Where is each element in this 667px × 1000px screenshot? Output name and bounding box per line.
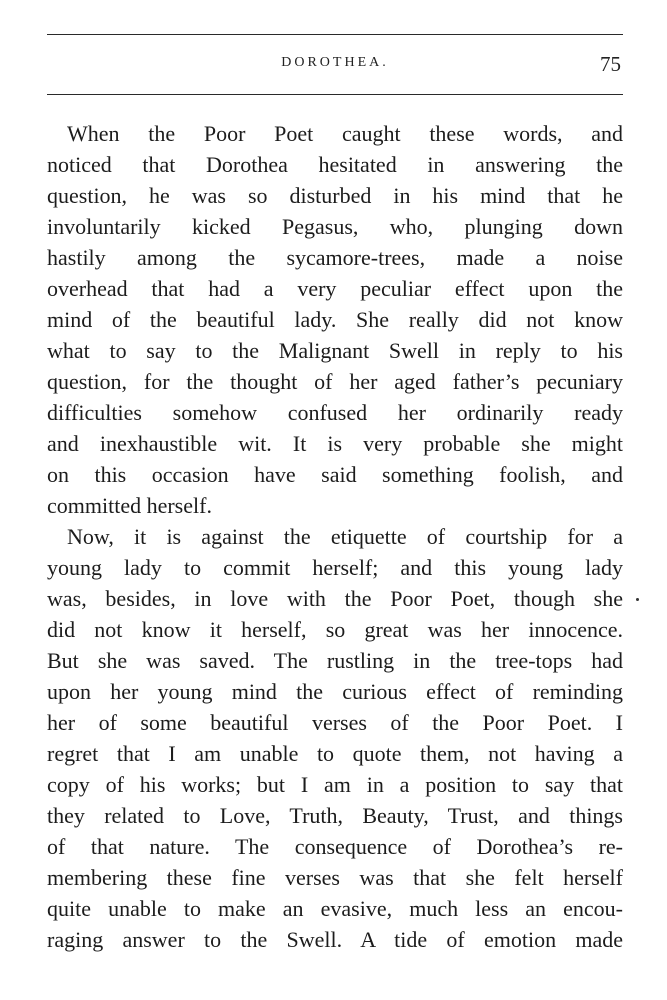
text-line: did not know it herself, so great was her innocence. bbox=[47, 617, 623, 642]
text-line: raging answer to the Swell. A tide of emotion made bbox=[47, 927, 623, 952]
text-line: overhead that had a very peculiar effect upon the bbox=[47, 276, 623, 301]
text-line: was, besides, in love with the Poor Poet, though she bbox=[47, 586, 623, 611]
text-line: copy of his works; but I am in a position to say that bbox=[47, 772, 623, 797]
text-line: difficulties somehow confused her ordinarily ready bbox=[47, 400, 623, 425]
text-line: noticed that Dorothea hesitated in answering the bbox=[47, 152, 623, 177]
text-line: But she was saved. The rustling in the tree-tops had bbox=[47, 648, 623, 673]
text-line: regret that I am unable to quote them, not having a bbox=[47, 741, 623, 766]
text-line: they related to Love, Truth, Beauty, Trust, and things bbox=[47, 803, 623, 828]
text-line: mind of the beautiful lady. She really did not know bbox=[47, 307, 623, 332]
text-line: upon her young mind the curious effect of reminding bbox=[47, 679, 623, 704]
margin-speck bbox=[636, 598, 639, 601]
running-title: DOROTHEA. bbox=[281, 55, 389, 70]
text-line: When the Poor Poet caught these words, and bbox=[67, 121, 623, 146]
text-line: what to say to the Malignant Swell in reply to his bbox=[47, 338, 623, 363]
text-line: hastily among the sycamore-trees, made a noise bbox=[47, 245, 623, 270]
header-rule-top bbox=[47, 34, 623, 35]
text-line: her of some beautiful verses of the Poor Poet. I bbox=[47, 710, 623, 735]
text-line: young lady to commit herself; and this young lady bbox=[47, 555, 623, 580]
running-head bbox=[47, 52, 623, 76]
text-line: quite unable to make an evasive, much less an encou- bbox=[47, 896, 623, 921]
text-line: and inexhaustible wit. It is very probable she might bbox=[47, 431, 623, 456]
header-rule-bottom bbox=[47, 94, 623, 95]
text-line: committed herself. bbox=[47, 493, 212, 518]
text-line: Now, it is against the etiquette of courtship for a bbox=[67, 524, 623, 549]
text-line: involuntarily kicked Pegasus, who, plunging down bbox=[47, 214, 623, 239]
body-text bbox=[47, 118, 623, 955]
text-line: of that nature. The consequence of Dorothea’s re- bbox=[47, 834, 623, 859]
text-line: membering these fine verses was that she felt herself bbox=[47, 865, 623, 890]
text-line: question, he was so disturbed in his mind that he bbox=[47, 183, 623, 208]
page-number: 75 bbox=[600, 52, 621, 76]
text-line: on this occasion have said something foolish, and bbox=[47, 462, 623, 487]
text-line: question, for the thought of her aged father’s pecuniary bbox=[47, 369, 623, 394]
